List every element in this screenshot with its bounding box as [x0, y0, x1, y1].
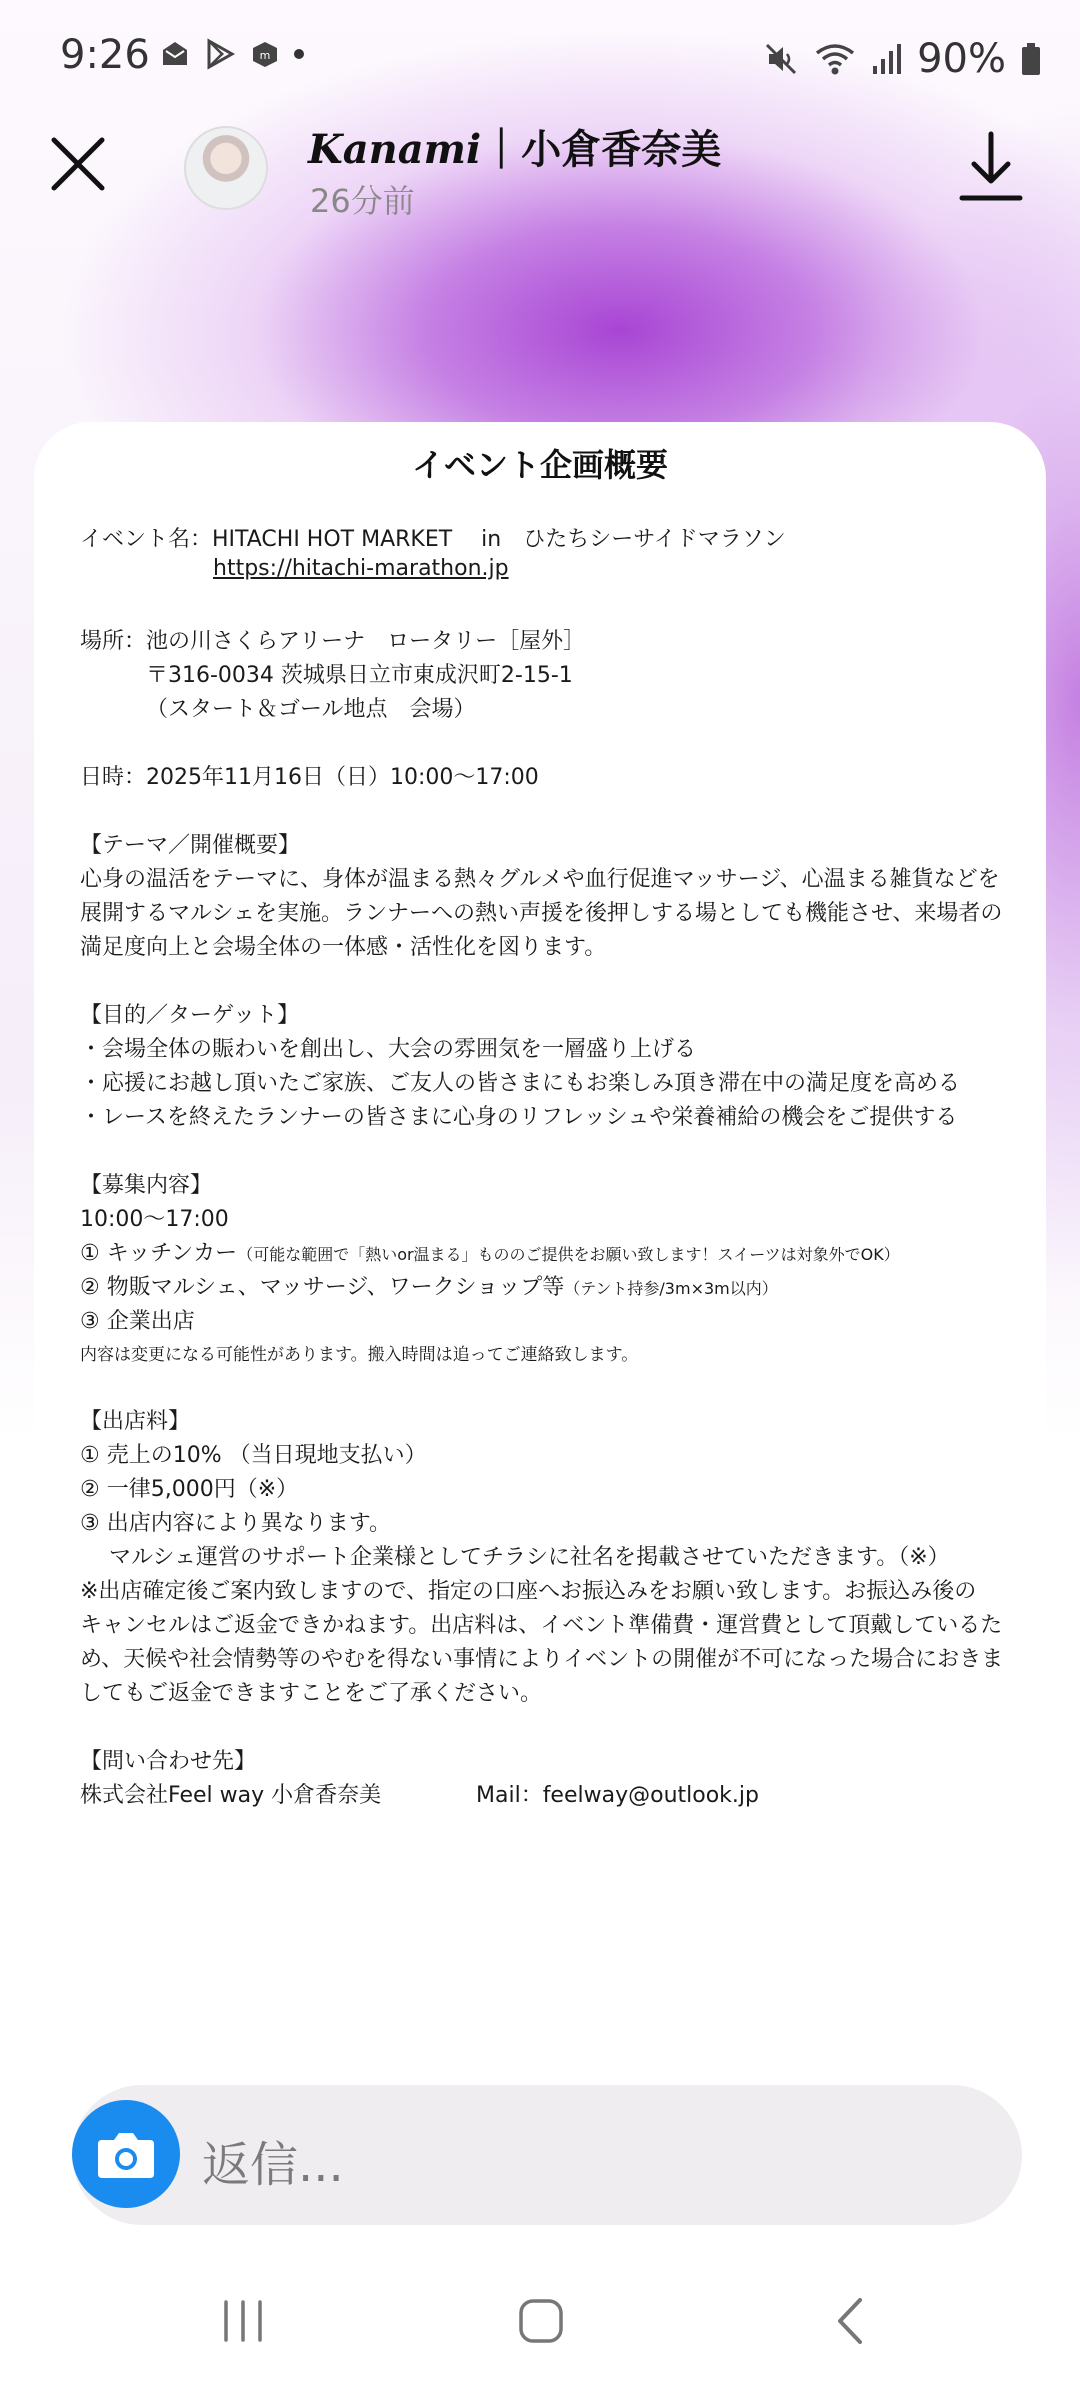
avatar[interactable] [184, 126, 268, 210]
app-icon [250, 39, 280, 69]
svg-text:m: m [259, 49, 271, 62]
mail-icon [160, 39, 190, 69]
event-url-link[interactable]: https://hitachi-marathon.jp [213, 556, 509, 581]
fee-line: ※出店確定後ご案内致しますので、指定の口座へお振込みをお願い致します。お振込み後の [80, 1579, 977, 1604]
venue-address: 〒316-0034 茨城県日立市東成沢町2-15-1 [146, 663, 573, 688]
close-icon [46, 132, 110, 196]
recruit-item-1-label: ① キッチンカー [80, 1241, 238, 1266]
recruit-item-1 [80, 1236, 900, 1267]
download-button[interactable] [956, 130, 1026, 204]
purpose-line: ・応援にお越し頂いたご家族、ご友人の皆さまにもお楽しみ頂き滞在中の満足度を高める [80, 1071, 961, 1096]
battery-percentage: 90% [917, 36, 1006, 82]
back-button[interactable] [826, 2296, 876, 2346]
fee-line: め、天候や社会情勢等のやむを得ない事情によりイベントの開催が不可になった場合におきま [80, 1647, 1004, 1672]
contact-heading: 【問い合わせ先】 [80, 1749, 257, 1774]
home-icon [516, 2296, 566, 2346]
recent-apps-icon [218, 2296, 268, 2346]
fee-line: してもご返金できますことをご了承ください。 [80, 1681, 543, 1706]
theme-heading: 【テーマ／開催概要】 [80, 833, 301, 858]
user-name-japanese: 小倉香奈美 [521, 127, 722, 173]
theme-line: 心身の温活をテーマに、身体が温まる熱々グルメや血行促進マッサージ、心温まる雑貨などを [80, 867, 1000, 892]
venue-note: （スタート＆ゴール地点 会場） [146, 697, 476, 722]
fee-heading: 【出店料】 [80, 1409, 191, 1434]
recruit-item-3: ③ 企業出店 [80, 1309, 195, 1334]
back-icon [826, 2296, 876, 2346]
event-datetime: 日時：2025年11月16日（日）10:00〜17:00 [80, 765, 539, 790]
recruit-item-2-note: （テント持参/3m×3m以内） [564, 1279, 778, 1298]
mute-icon [763, 41, 799, 77]
venue: 場所：池の川さくらアリーナ ロータリー［屋外］ [80, 629, 586, 654]
home-button[interactable] [516, 2296, 566, 2346]
status-system-icons [763, 36, 1042, 82]
user-name[interactable] [308, 118, 721, 175]
signal-icon [871, 42, 903, 76]
fee-line: マルシェ運営のサポート企業様としてチラシに社名を掲載させていただきます。（※） [80, 1545, 950, 1570]
recruit-heading: 【募集内容】 [80, 1173, 213, 1198]
reply-placeholder: 返信... [202, 2137, 344, 2193]
download-icon [956, 130, 1026, 204]
event-name: イベント名：HITACHI HOT MARKET in ひたちシーサイドマラソン [80, 527, 786, 552]
camera-button[interactable] [72, 2100, 180, 2208]
play-store-icon [204, 38, 236, 70]
recent-apps-button[interactable] [218, 2296, 268, 2346]
status-time: 9:26 [60, 32, 150, 78]
status-notification-icons [160, 38, 304, 70]
battery-icon [1020, 42, 1042, 76]
theme-line: 展開するマルシェを実施。ランナーへの熱い声援を後押しする場としても機能させ、来場者の [80, 901, 1003, 926]
contact-company: 株式会社Feel way 小倉香奈美 [80, 1783, 382, 1808]
purpose-heading: 【目的／ターゲット】 [80, 1003, 300, 1028]
user-name-separator: ｜ [481, 127, 522, 173]
card-title: イベント企画概要 [411, 446, 668, 484]
theme-line: 満足度向上と会場全体の一体感・活性化を図ります。 [80, 935, 607, 960]
recruit-item-2 [80, 1270, 778, 1301]
recruit-time: 10:00〜17:00 [80, 1207, 229, 1232]
close-button[interactable] [46, 132, 110, 196]
dot-icon [294, 49, 304, 59]
purpose-line: ・レースを終えたランナーの皆さまに心身のリフレッシュや栄養補給の機会をご提供する [80, 1105, 958, 1130]
recruit-item-2-label: ② 物販マルシェ、マッサージ、ワークショップ等 [80, 1275, 565, 1300]
fee-line: ① 売上の10% （当日現地支払い） [80, 1443, 427, 1468]
camera-icon [72, 2100, 180, 2208]
fee-line: ② 一律5,000円（※） [80, 1477, 299, 1502]
purpose-line: ・会場全体の賑わいを創出し、大会の雰囲気を一層盛り上げる [80, 1037, 697, 1062]
recruit-note: 内容は変更になる可能性があります。搬入時間は追ってご連絡致します。 [80, 1345, 639, 1365]
recruit-item-1-note: （可能な範囲で「熱いor温まる」もののご提供をお願い致します！スイーツは対象外でOK） [237, 1245, 900, 1264]
wifi-icon [813, 41, 857, 77]
fee-line: ③ 出店内容により異なります。 [80, 1511, 391, 1536]
post-time: 26分前 [310, 182, 415, 220]
user-name-latin: Kanami [308, 126, 482, 173]
fee-line: キャンセルはご返金できかねます。出店料は、イベント準備費・運営費として頂戴しているた [80, 1613, 1003, 1638]
contact-mail: Mail：feelway@outlook.jp [476, 1783, 759, 1808]
